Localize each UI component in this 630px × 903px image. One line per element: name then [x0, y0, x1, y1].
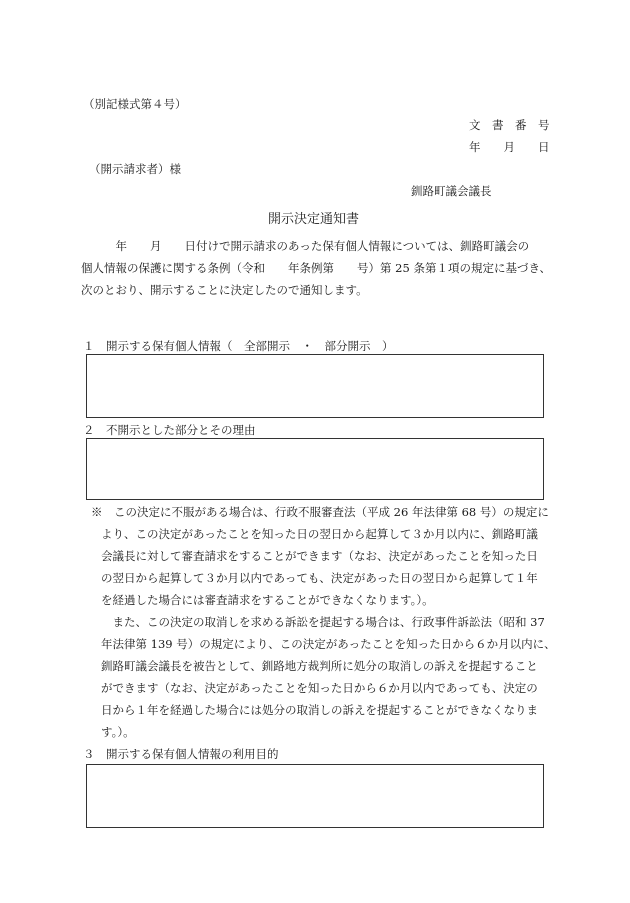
date-label: 年 月 日: [469, 140, 550, 154]
document-number-label: 文 書 番 号: [469, 118, 550, 132]
notice-line: す。）。: [101, 725, 135, 739]
section3-heading: ３ 開示する保有個人情報の利用目的: [83, 747, 279, 761]
notice-line: ができます（なお、決定があったことを知った日から６か月以内であっても、決定の: [101, 681, 538, 695]
sender-label: 釧路町議会議長: [411, 184, 492, 198]
section3-input-box[interactable]: [86, 764, 544, 828]
intro-line: 年 月 日付けで開示請求のあった保有個人情報については、釧路町議会の: [81, 239, 530, 253]
notice-line: より、この決定があったことを知った日の翌日から起算して３か月以内に、釧路町議: [101, 527, 538, 541]
notice-line: 釧路町議会議長を被告として、釧路地方裁判所に処分の取消しの訴えを提起すること: [101, 659, 538, 673]
section1-input-box[interactable]: [86, 354, 544, 418]
intro-line: 次のとおり、開示することに決定したので通知します。: [81, 283, 368, 297]
notice-line: を経過した場合には審査請求をすることができなくなります。）。: [101, 593, 434, 607]
notice-line: 会議長に対して審査請求をすることができます（なお、決定があったことを知った日: [101, 549, 538, 563]
notice-line: また、この決定の取消しを求める訴訟を提起する場合は、行政事件訴訟法（昭和 37: [101, 615, 545, 629]
notice-line: の翌日から起算して３か月以内であっても、決定があった日の翌日から起算して１年: [101, 571, 538, 585]
form-label: （別記様式第４号）: [83, 97, 187, 111]
intro-line: 個人情報の保護に関する条例（令和 年条例第 号）第 25 条第１項の規定に基づき、: [81, 261, 551, 275]
notice-line: 年法律第 139 号）の規定により、この決定があったことを知った日から６か月以内に、: [101, 637, 556, 651]
notice-line: 日から１年を経過した場合には処分の取消しの訴えを提起することができなくなりま: [101, 703, 538, 717]
section2-input-box[interactable]: [86, 438, 544, 500]
document-title: 開示決定通知書: [268, 212, 360, 227]
section2-heading: ２ 不開示とした部分とその理由: [83, 423, 256, 437]
notice-line: ※ この決定に不服がある場合は、行政不服審査法（平成 26 年法律第 68 号）の規定に: [91, 505, 549, 519]
recipient-label: （開示請求者）様: [89, 162, 181, 176]
section1-heading: １ 開示する保有個人情報（ 全部開示 ・ 部分開示 ）: [83, 339, 394, 353]
